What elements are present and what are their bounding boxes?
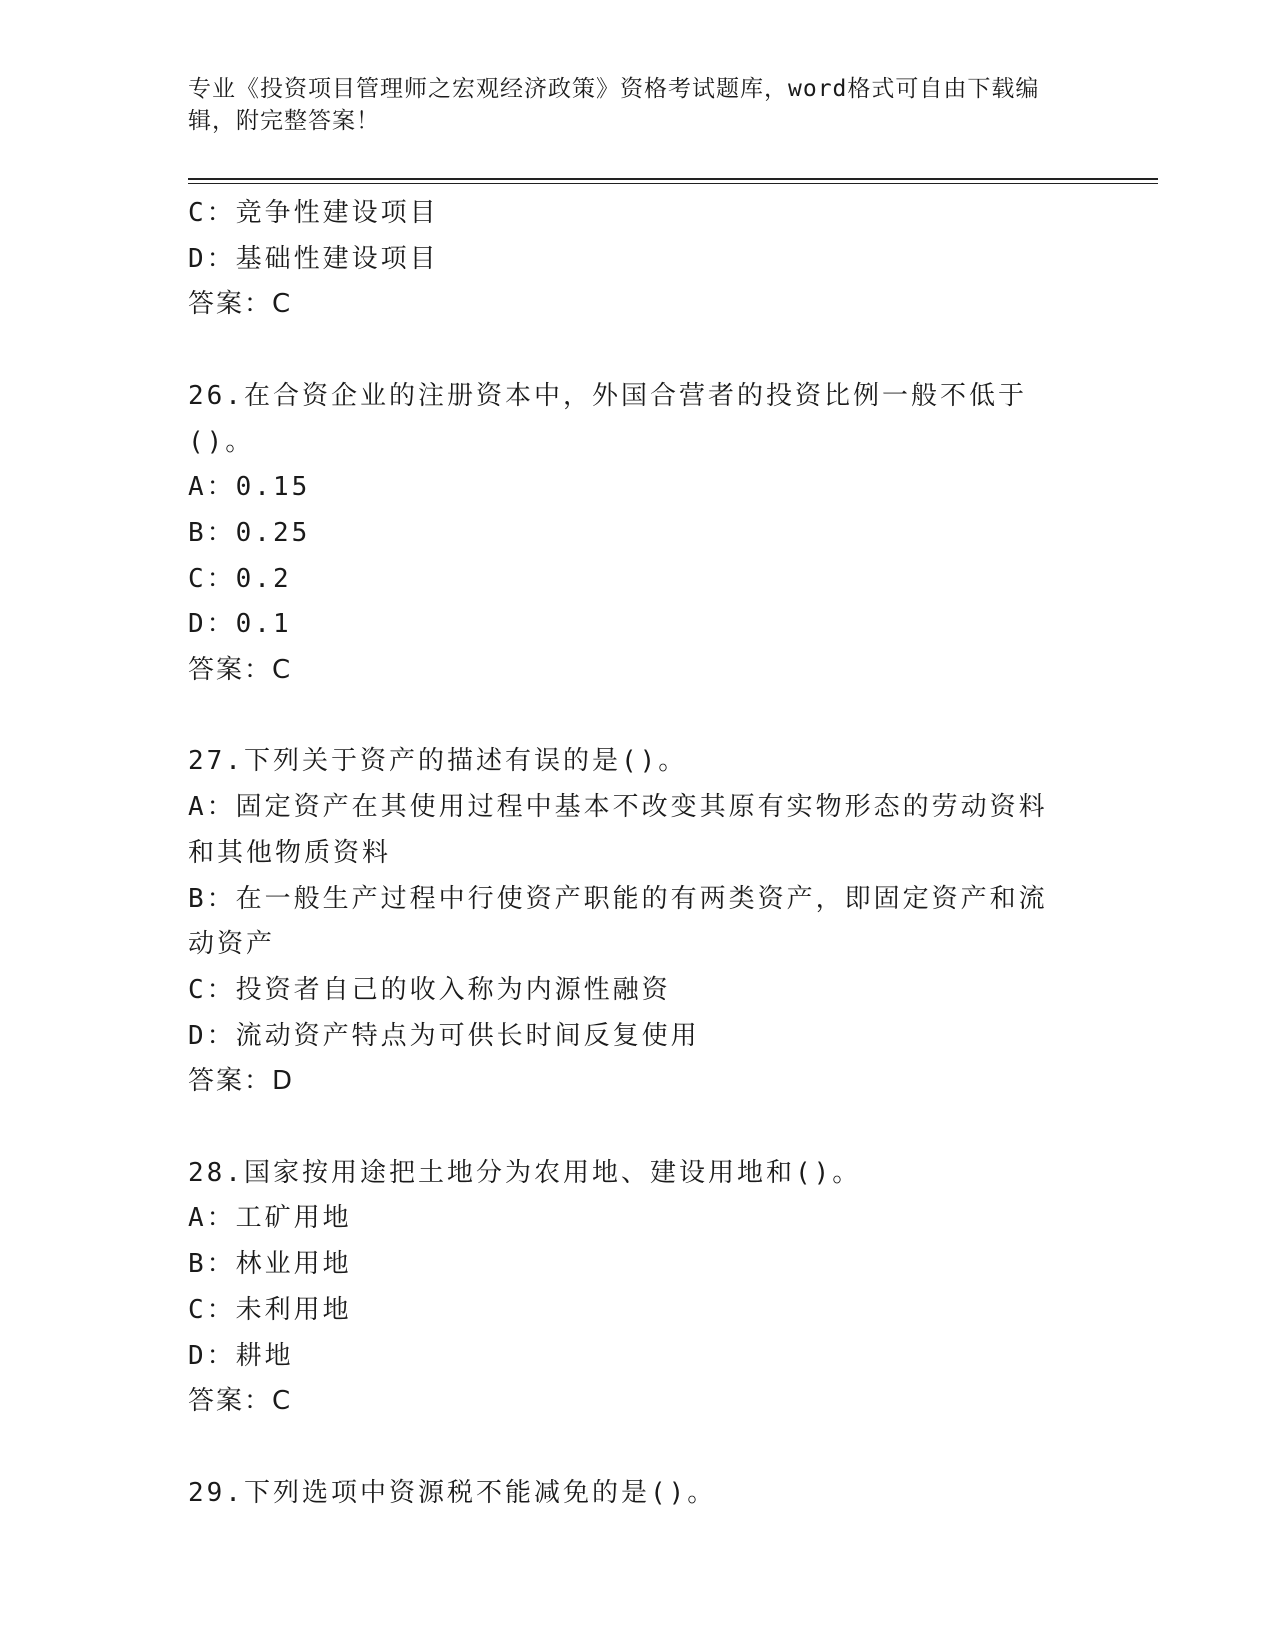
header-text: 专业《投资项目管理师之宏观经济政策》资格考试题库，word格式可自由下载编辑，附完整答案！ xyxy=(188,76,1040,134)
question-25-tail xyxy=(188,191,1068,328)
question-list xyxy=(188,191,1068,1516)
option-c: C：0.2 xyxy=(188,563,292,594)
option-a: A：工矿用地 xyxy=(188,1203,352,1234)
question-stem: 29.下列选项中资源税不能减免的是()。 xyxy=(188,1477,717,1508)
header-divider-bottom xyxy=(188,183,1158,184)
option-b: B：0.25 xyxy=(188,517,311,548)
option-d: D：0.1 xyxy=(188,609,292,640)
answer: 答案：D xyxy=(188,1066,295,1097)
spacer xyxy=(188,1105,1068,1151)
option-d: D：基础性建设项目 xyxy=(188,243,439,274)
option-b: B：林业用地 xyxy=(188,1249,352,1280)
document-header xyxy=(188,73,1068,137)
option-c: C：未利用地 xyxy=(188,1294,352,1325)
option-a: A：0.15 xyxy=(188,472,311,503)
option-b: B：在一般生产过程中行使资产职能的有两类资产，即固定资产和流动资产 xyxy=(188,883,1048,960)
spacer xyxy=(188,328,1068,374)
header-divider-top xyxy=(188,178,1158,180)
question-stem: 28.国家按用途把土地分为农用地、建设用地和()。 xyxy=(188,1157,862,1188)
option-a: A：固定资产在其使用过程中基本不改变其原有实物形态的劳动资料和其他物质资料 xyxy=(188,792,1048,868)
question-stem: 26.在合资企业的注册资本中，外国合营者的投资比例一般不低于()。 xyxy=(188,380,1027,457)
answer: 答案：C xyxy=(188,289,293,320)
question-27 xyxy=(188,739,1068,1105)
answer: 答案：C xyxy=(188,1386,293,1417)
question-29 xyxy=(188,1471,1068,1517)
question-stem: 27.下列关于资产的描述有误的是()。 xyxy=(188,746,688,777)
question-28 xyxy=(188,1151,1068,1425)
option-c: C：投资者自己的收入称为内源性融资 xyxy=(188,974,671,1005)
spacer xyxy=(188,1425,1068,1471)
option-d: D：耕地 xyxy=(188,1340,294,1371)
option-c: C：竞争性建设项目 xyxy=(188,198,439,228)
option-d: D：流动资产特点为可供长时间反复使用 xyxy=(188,1020,700,1051)
spacer xyxy=(188,694,1068,740)
answer: 答案：C xyxy=(188,655,293,686)
question-26 xyxy=(188,374,1068,694)
